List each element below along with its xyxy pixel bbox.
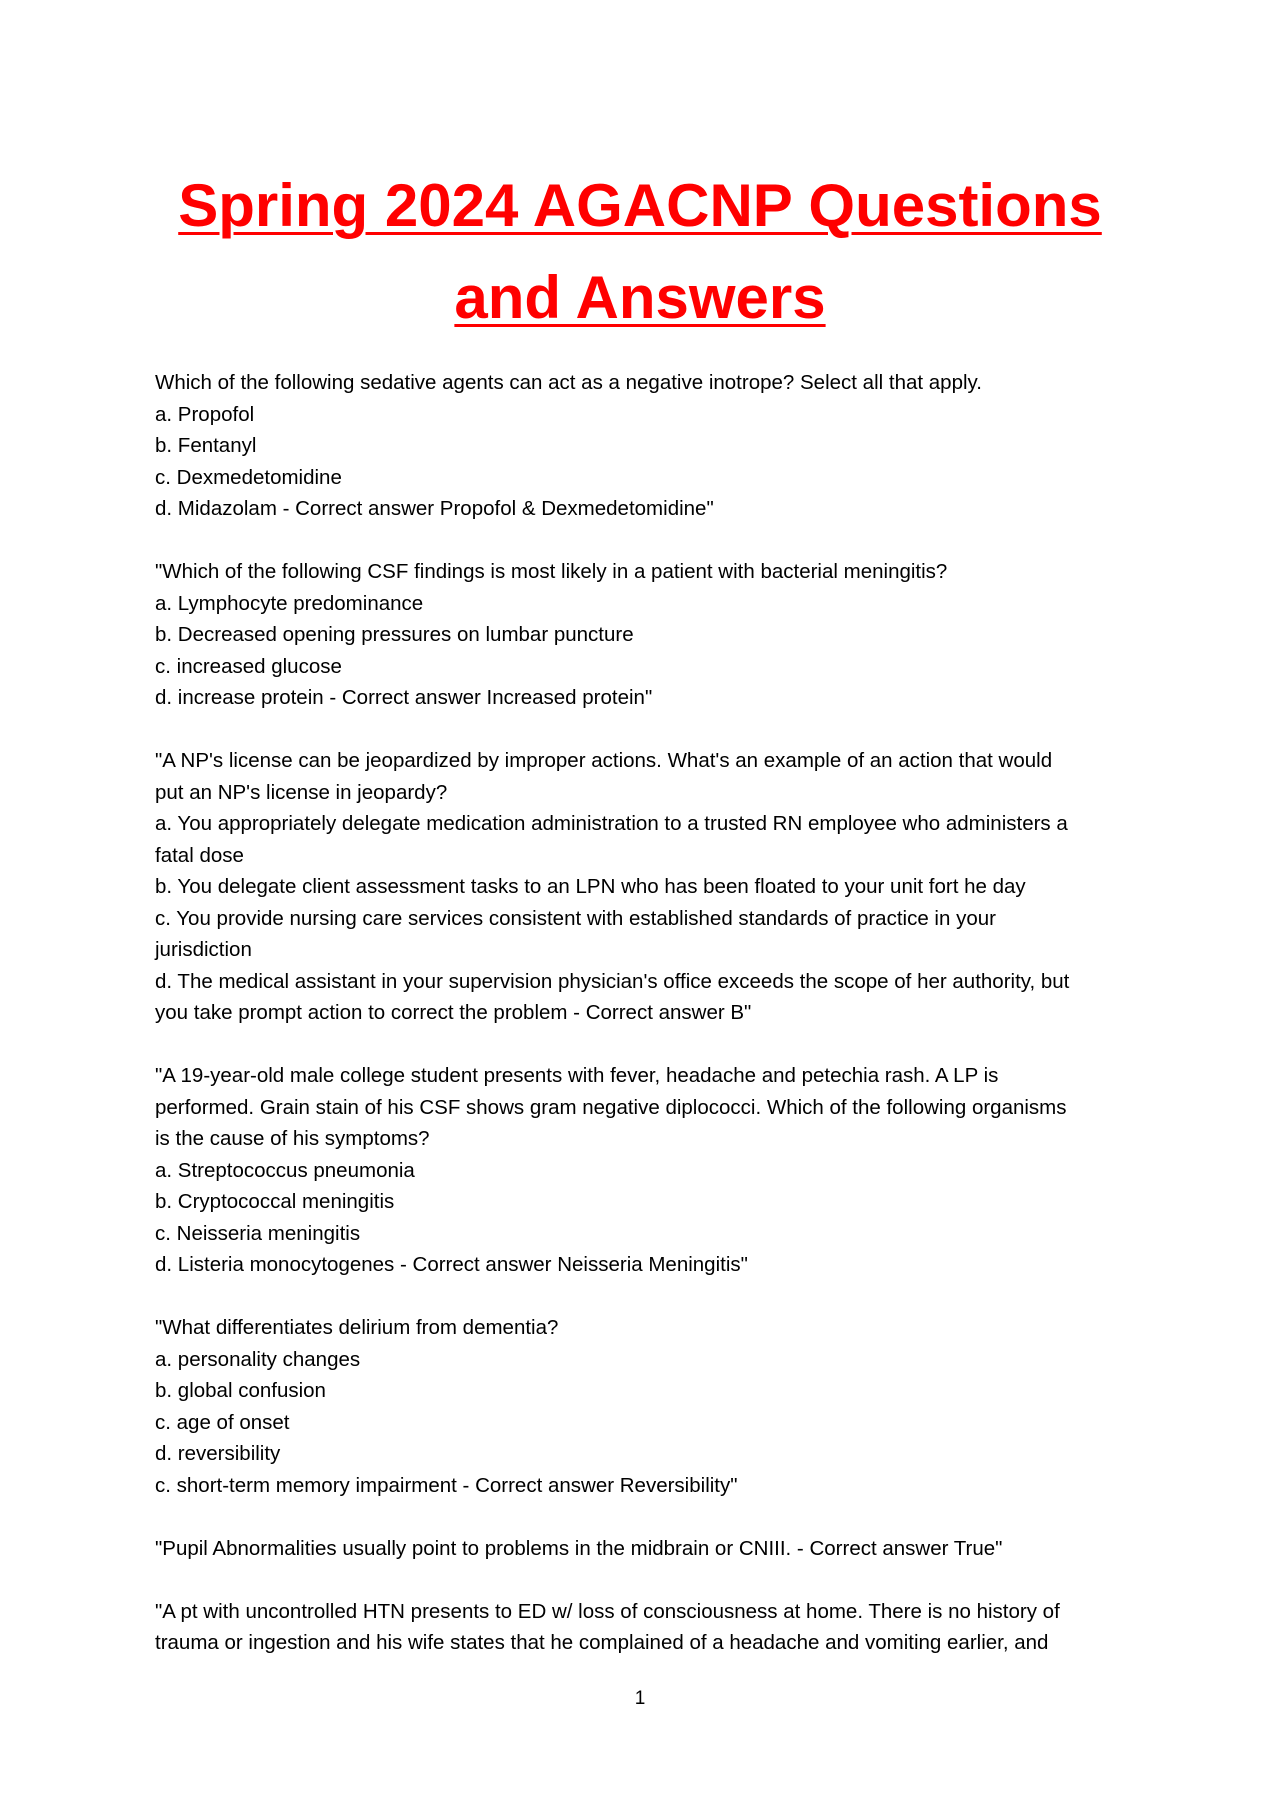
- text-line: d. Listeria monocytogenes - Correct answer Neisseria Meningitis": [155, 1253, 748, 1276]
- text-line: Which of the following sedative agents can act as a negative inotrope? Select all that apply.: [155, 371, 982, 394]
- question-block: [155, 1596, 1135, 1659]
- text-line: a. Propofol: [155, 402, 255, 426]
- document-title-line-1: Spring 2024 AGACNP Questions: [178, 172, 1102, 239]
- text-line: a. You appropriately delegate medication administration to a trusted RN employee who administers a: [155, 812, 1068, 835]
- text-line: "A pt with uncontrolled HTN presents to ED w/ loss of consciousness at home. There is no history of: [155, 1599, 1060, 1623]
- text-line: "What differentiates delirium from dementia?: [155, 1316, 559, 1339]
- text-line: c. short-term memory impairment - Correct answer Reversibility": [155, 1473, 738, 1497]
- text-line: you take prompt action to correct the problem - Correct answer B": [155, 1001, 752, 1024]
- text-line: a. personality changes: [155, 1347, 361, 1371]
- document-body: [155, 367, 1135, 1690]
- text-line: d. Midazolam - Correct answer Propofol & Dexmedetomidine": [155, 497, 714, 520]
- document-title: [150, 160, 1130, 344]
- text-line: c. Dexmedetomidine: [155, 465, 342, 489]
- text-line: a. Lymphocyte predominance: [155, 591, 424, 615]
- text-line: "Which of the following CSF findings is most likely in a patient with bacterial meningitis?: [155, 560, 948, 583]
- question-block: [155, 556, 1135, 714]
- text-line: b. Decreased opening pressures on lumbar puncture: [155, 623, 634, 646]
- text-line: c. Neisseria meningitis: [155, 1221, 361, 1245]
- text-line: a. Streptococcus pneumonia: [155, 1158, 415, 1182]
- text-line: b. global confusion: [155, 1379, 326, 1402]
- text-line: c. age of onset: [155, 1410, 290, 1434]
- text-line: performed. Grain stain of his CSF shows gram negative diplococci. Which of the following organisms: [155, 1095, 1067, 1119]
- question-block: [155, 745, 1135, 1029]
- text-line: b. Fentanyl: [155, 434, 257, 457]
- text-line: jurisdiction: [155, 938, 252, 961]
- document-title-line-2: and Answers: [454, 264, 826, 331]
- question-block: [155, 1533, 1135, 1565]
- text-line: "A 19-year-old male college student presents with fever, headache and petechia rash. A LP is: [155, 1064, 999, 1087]
- text-line: trauma or ingestion and his wife states that he complained of a headache and vomiting earlier, and: [155, 1631, 1049, 1654]
- text-line: d. reversibility: [155, 1442, 281, 1465]
- text-line: c. increased glucose: [155, 654, 342, 678]
- text-line: b. You delegate client assessment tasks to an LPN who has been floated to your unit fort he day: [155, 875, 1026, 898]
- question-block: [155, 367, 1135, 525]
- text-line: fatal dose: [155, 843, 244, 867]
- text-line: put an NP's license in jeopardy?: [155, 780, 448, 804]
- text-line: "A NP's license can be jeopardized by improper actions. What's an example of an action that would: [155, 749, 1053, 772]
- text-line: is the cause of his symptoms?: [155, 1127, 430, 1150]
- question-block: [155, 1060, 1135, 1281]
- text-line: c. You provide nursing care services consistent with established standards of practice in your: [155, 906, 996, 930]
- page-number: 1: [634, 1688, 646, 1709]
- text-line: b. Cryptococcal meningitis: [155, 1190, 395, 1213]
- text-line: d. The medical assistant in your supervision physician's office exceeds the scope of her authority, but: [155, 969, 1070, 993]
- text-line: "Pupil Abnormalities usually point to problems in the midbrain or CNIII. - Correct answer True": [155, 1536, 1003, 1560]
- question-block: [155, 1312, 1135, 1501]
- text-line: d. increase protein - Correct answer Increased protein": [155, 686, 653, 709]
